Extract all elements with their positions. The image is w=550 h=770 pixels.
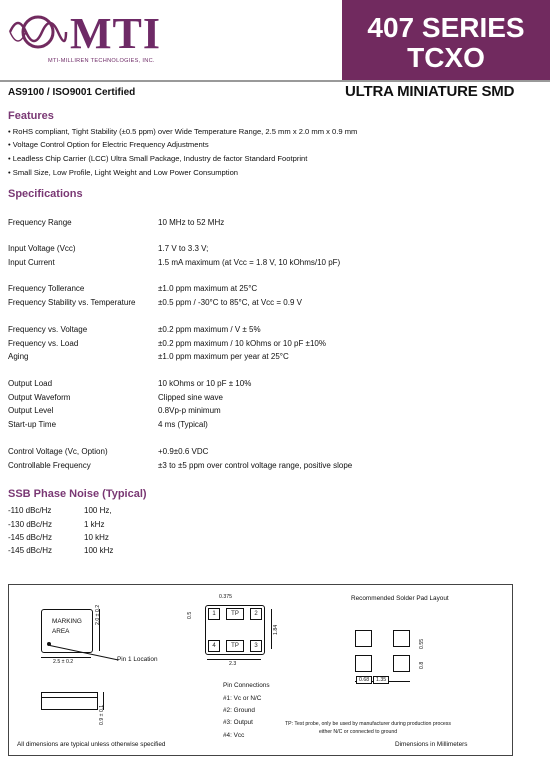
series-banner bbox=[342, 0, 550, 80]
spec-value: +0.9±0.6 VDC bbox=[158, 447, 209, 456]
pin1-label: Pin 1 Location bbox=[117, 656, 158, 663]
pin-connection-item: #3: Output bbox=[223, 719, 253, 726]
package-bottom-view bbox=[205, 605, 265, 655]
spec-value: ±1.0 ppm maximum at 25°C bbox=[158, 284, 258, 293]
tp-note: TP: Test probe, only be used by manufacturer during production process bbox=[285, 721, 451, 727]
package-top-view bbox=[41, 609, 93, 653]
dim-184: 1.84 bbox=[273, 624, 279, 635]
package-side-view bbox=[41, 692, 98, 710]
spec-label: Input Voltage (Vcc) bbox=[8, 244, 76, 253]
dim-23: 2.3 bbox=[229, 661, 237, 667]
spec-label: Aging bbox=[8, 352, 29, 361]
spec-label: Input Current bbox=[8, 258, 55, 267]
logo-text: MTI bbox=[70, 9, 161, 58]
spec-label: Frequency Range bbox=[8, 218, 72, 227]
marking-label: AREA bbox=[52, 628, 70, 635]
solder-pad-title: Recommended Solder Pad Layout bbox=[351, 595, 449, 602]
spec-value: ±0.5 ppm / -30°C to 85°C, at Vcc = 0.9 V bbox=[158, 298, 302, 307]
spec-label: Frequency Tollerance bbox=[8, 284, 85, 293]
test-probe-pad: TP bbox=[226, 608, 244, 620]
series-title: 407 SERIES bbox=[367, 12, 525, 43]
specifications-heading: Specifications bbox=[8, 188, 83, 200]
dim-055: 0.55 bbox=[419, 638, 425, 649]
units-note: Dimensions in Millimeters bbox=[395, 741, 468, 748]
pin-2: 2 bbox=[250, 608, 262, 620]
spec-value: 10 kOhms or 10 pF ± 10% bbox=[158, 379, 252, 388]
spec-value: Clipped sine wave bbox=[158, 393, 223, 402]
spec-value: 1.5 mA maximum (at Vcc = 1.8 V, 10 kOhms/10 pF) bbox=[158, 258, 341, 267]
dim-thickness: 0.9 ± 0.1 bbox=[99, 704, 105, 725]
pin-4: 4 bbox=[208, 640, 220, 652]
spec-value: 4 ms (Typical) bbox=[158, 420, 208, 429]
header-divider bbox=[0, 80, 550, 82]
phase-noise-offset: 10 kHz bbox=[84, 533, 109, 542]
pin-connection-item: #2: Ground bbox=[223, 707, 255, 714]
solder-pad bbox=[393, 655, 410, 672]
phase-noise-level: -145 dBc/Hz bbox=[8, 533, 53, 542]
phase-noise-offset: 100 Hz, bbox=[84, 506, 112, 515]
features-heading: Features bbox=[8, 110, 54, 122]
spec-label: Control Voltage (Vc, Option) bbox=[8, 447, 108, 456]
spec-label: Frequency vs. Load bbox=[8, 339, 79, 348]
pin-3: 3 bbox=[250, 640, 262, 652]
dim-height: 2.0 ± 0.2 bbox=[95, 604, 101, 625]
tp-note: either N/C or connected to ground bbox=[319, 729, 398, 735]
series-subtitle: TCXO bbox=[407, 42, 485, 73]
pin-connection-item: #4: Vcc bbox=[223, 732, 245, 739]
dim-08: 0.8 bbox=[419, 661, 425, 669]
solder-pad bbox=[355, 630, 372, 647]
dim-0375: 0.375 bbox=[219, 594, 232, 600]
phase-noise-offset: 1 kHz bbox=[84, 520, 105, 529]
dim-068: 0.68 bbox=[356, 676, 372, 684]
spec-value: ±1.0 ppm maximum per year at 25°C bbox=[158, 352, 289, 361]
feature-item: • RoHS compliant, Tight Stability (±0.5 ppm) over Wide Temperature Range, 2.5 mm x 2.0 mm x 0.9 mm bbox=[8, 127, 358, 136]
dimension-line bbox=[207, 659, 261, 660]
logo-subtitle: MTI-MILLIREN TECHNOLOGIES, INC. bbox=[48, 58, 155, 64]
solder-pad bbox=[393, 630, 410, 647]
spec-label: Frequency Stability vs. Temperature bbox=[8, 298, 136, 307]
product-type: ULTRA MINIATURE SMD bbox=[345, 83, 515, 100]
marking-label: MARKING bbox=[52, 618, 82, 625]
spec-value: ±3 to ±5 ppm over control voltage range, positive slope bbox=[158, 461, 353, 470]
pin-1: 1 bbox=[208, 608, 220, 620]
dimension-line bbox=[271, 609, 272, 649]
pin-connection-item: #1: Vc or N/C bbox=[223, 695, 262, 702]
logo-waveform-icon bbox=[8, 10, 68, 54]
phase-noise-level: -130 dBc/Hz bbox=[8, 520, 53, 529]
dim-05: 0.5 bbox=[187, 611, 193, 619]
spec-value: ±0.2 ppm maximum / 10 kOhms or 10 pF ±10% bbox=[158, 339, 326, 348]
feature-item: • Small Size, Low Profile, Light Weight and Low Power Consumption bbox=[8, 168, 239, 177]
mechanical-diagram bbox=[8, 584, 513, 756]
side-view-line bbox=[42, 697, 97, 698]
spec-label: Controllable Frequency bbox=[8, 461, 91, 470]
dimension-line bbox=[41, 657, 91, 658]
solder-pad bbox=[355, 655, 372, 672]
feature-item: • Leadless Chip Carrier (LCC) Ultra Small Package, Industry de factor Standard Footprint bbox=[8, 154, 308, 163]
phase-noise-level: -145 dBc/Hz bbox=[8, 546, 53, 555]
spec-value: 0.8Vp-p minimum bbox=[158, 406, 221, 415]
phase-noise-heading: SSB Phase Noise (Typical) bbox=[8, 488, 147, 500]
spec-label: Start-up Time bbox=[8, 420, 57, 429]
dim-135: 1.35 bbox=[373, 676, 389, 684]
spec-value: ±0.2 ppm maximum / V ± 5% bbox=[158, 325, 261, 334]
phase-noise-level: -110 dBc/Hz bbox=[8, 506, 52, 515]
spec-label: Output Waveform bbox=[8, 393, 71, 402]
feature-item: • Voltage Control Option for Electric Frequency Adjustments bbox=[8, 140, 209, 149]
spec-label: Output Level bbox=[8, 406, 54, 415]
dim-width: 2.5 ± 0.2 bbox=[53, 659, 74, 665]
spec-value: 10 MHz to 52 MHz bbox=[158, 218, 225, 227]
spec-value: 1.7 V to 3.3 V; bbox=[158, 244, 209, 253]
phase-noise-offset: 100 kHz bbox=[84, 546, 114, 555]
test-probe-pad: TP bbox=[226, 640, 244, 652]
dimensions-note: All dimensions are typical unless otherwise specified bbox=[17, 741, 166, 748]
certification-text: AS9100 / ISO9001 Certified bbox=[8, 87, 136, 98]
spec-label: Output Load bbox=[8, 379, 53, 388]
spec-label: Frequency vs. Voltage bbox=[8, 325, 88, 334]
company-logo bbox=[8, 6, 218, 68]
pin-connections-title: Pin Connections bbox=[223, 682, 270, 689]
